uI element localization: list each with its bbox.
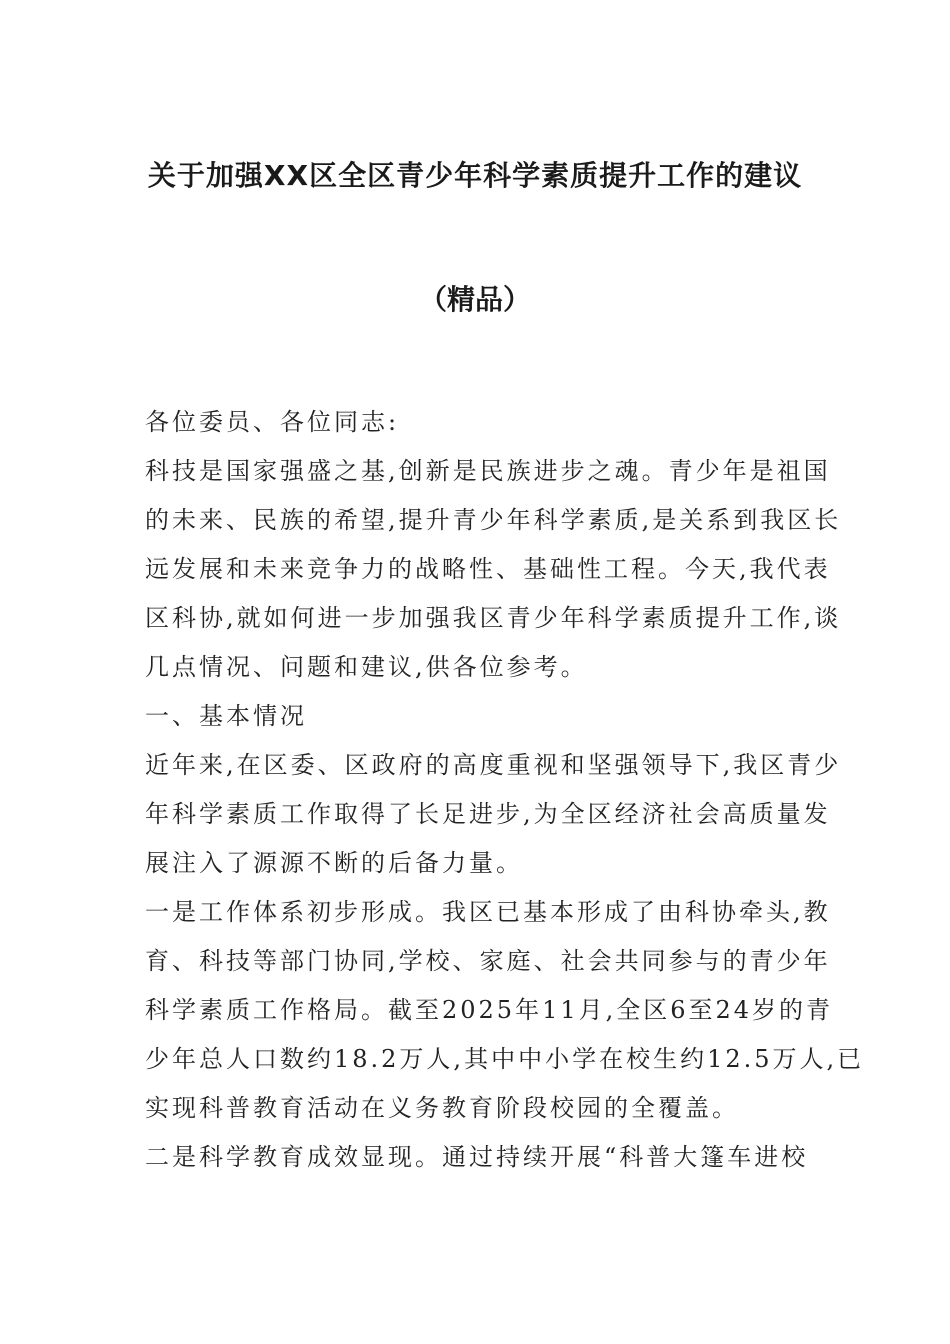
- document-subtitle: （精品）: [418, 283, 531, 316]
- body-line: 二是科学教育成效显现。通过持续开展“科普大篷车进校: [145, 1143, 809, 1171]
- document-body: [145, 398, 865, 1182]
- body-line: 的未来、民族的希望,提升青少年科学素质,是关系到我区长: [145, 506, 842, 534]
- body-line: 几点情况、问题和建议,供各位参考。: [145, 653, 588, 681]
- body-line: 实现科普教育活动在义务教育阶段校园的全覆盖。: [145, 1094, 739, 1122]
- body-line: 科技是国家强盛之基,创新是民族进步之魂。青少年是祖国: [145, 457, 831, 485]
- body-line: 年科学素质工作取得了长足进步,为全区经济社会高质量发: [145, 800, 831, 828]
- body-line: 近年来,在区委、区政府的高度重视和坚强领导下,我区青少: [145, 751, 842, 779]
- body-line: 远发展和未来竞争力的战略性、基础性工程。今天,我代表: [145, 555, 831, 583]
- document-title: 关于加强XX区全区青少年科学素质提升工作的建议: [147, 159, 803, 192]
- body-line: 科学素质工作格局。截至2025年11月,全区6至24岁的青: [145, 996, 834, 1024]
- body-line: 育、科技等部门协同,学校、家庭、社会共同参与的青少年: [145, 947, 831, 975]
- salutation: 各位委员、各位同志:: [145, 408, 400, 436]
- body-line: 区科协,就如何进一步加强我区青少年科学素质提升工作,谈: [145, 604, 842, 632]
- section-heading: 一、基本情况: [145, 702, 307, 730]
- body-line: 一是工作体系初步形成。我区已基本形成了由科协牵头,教: [145, 898, 831, 926]
- body-line: 少年总人口数约18.2万人,其中中小学在校生约12.5万人,已: [145, 1045, 865, 1073]
- body-line: 展注入了源源不断的后备力量。: [145, 849, 523, 877]
